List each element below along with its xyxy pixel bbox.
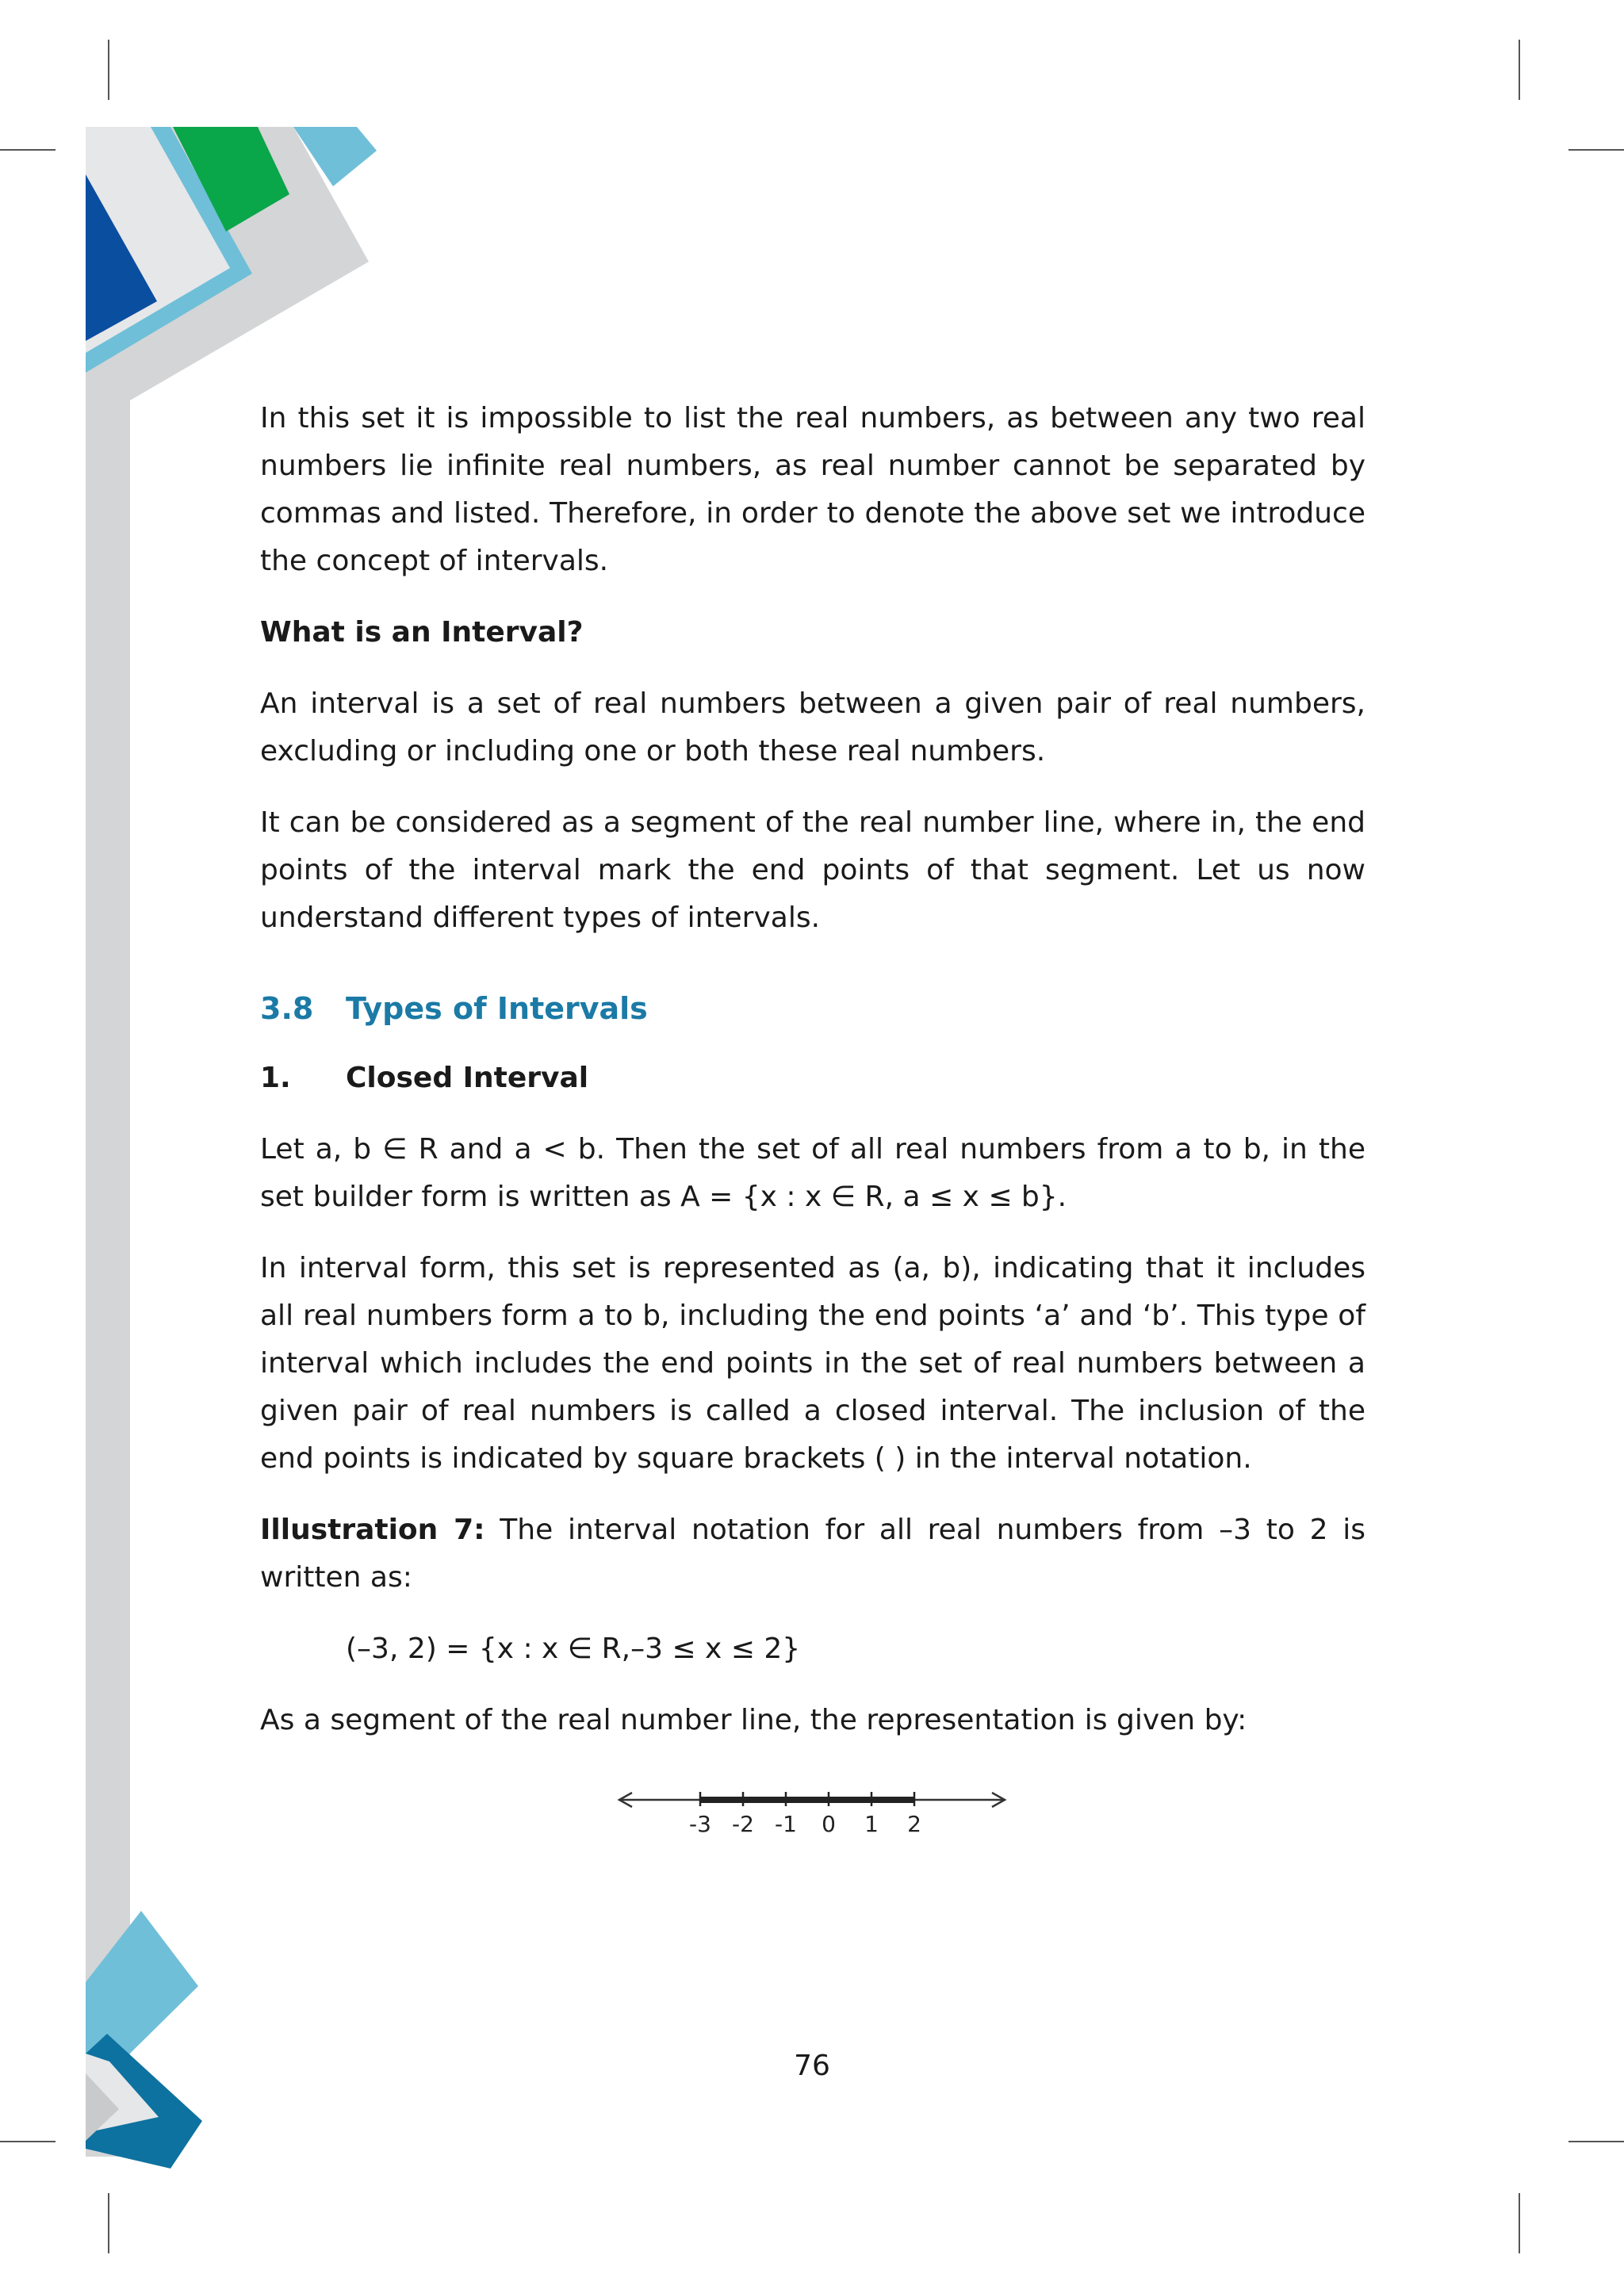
interval-formula: (–3, 2) = {x : x ∈ R,–3 ≤ x ≤ 2}: [346, 1633, 801, 1665]
section-title: Types of Intervals: [346, 991, 648, 1026]
illustration-text: The interval notation for all real numbers from –3 to 2 is written as:: [260, 1514, 1365, 1594]
paragraph: As a segment of the real number line, the representation is given by:: [260, 1704, 1247, 1736]
illustration-paragraph: [260, 1506, 1365, 1602]
paragraph: In this set it is impossible to list the real numbers, as between any two real numbers lie infinite real numbers, as real number cannot be separated by commas and listed. Therefore, in order to denote the above set we introduce the concept of intervals.: [260, 402, 1365, 577]
number-line-label: -3: [689, 1811, 711, 1837]
paragraph: Let a, b ∈ R and a < b. Then the set of all real numbers from a to b, in the set builder form is written as A = {x : x ∈ R, a ≤ x ≤ b}.: [260, 1133, 1365, 1213]
subsection-number: 1.: [260, 1062, 291, 1094]
number-line-label: -1: [775, 1811, 797, 1837]
illustration-label: Illustration 7:: [260, 1514, 485, 1546]
question-heading: What is an Interval?: [260, 616, 584, 649]
number-line-label: 2: [907, 1811, 921, 1837]
number-line-label: 1: [864, 1811, 879, 1837]
number-line-label: -2: [732, 1811, 754, 1837]
paragraph: It can be considered as a segment of the real number line, where in, the end points of the interval mark the end points of that segment. Let us now understand different types of intervals.: [260, 806, 1365, 934]
paragraph: An interval is a set of real numbers between a given pair of real numbers, excluding or including one or both these real numbers.: [260, 687, 1365, 768]
number-line: [615, 1784, 1011, 1839]
page-number: 76: [794, 2050, 830, 2082]
subsection-heading: [260, 1055, 1365, 1102]
number-line-label: 0: [822, 1811, 836, 1837]
section-heading: [260, 985, 1365, 1032]
subsection-title: Closed Interval: [346, 1062, 589, 1094]
paragraph: In interval form, this set is represented as (a, b), indicating that it includes all real numbers form a to b, including the end points ‘a’ and ‘b’. This type of interval which includes the end points in the set of real numbers between a given pair of real numbers is called a closed interval. The inclusion of the end points is indicated by square brackets ( ) in the interval notation.: [260, 1252, 1365, 1475]
page-content: [260, 395, 1365, 1768]
section-number: 3.8: [260, 991, 314, 1026]
